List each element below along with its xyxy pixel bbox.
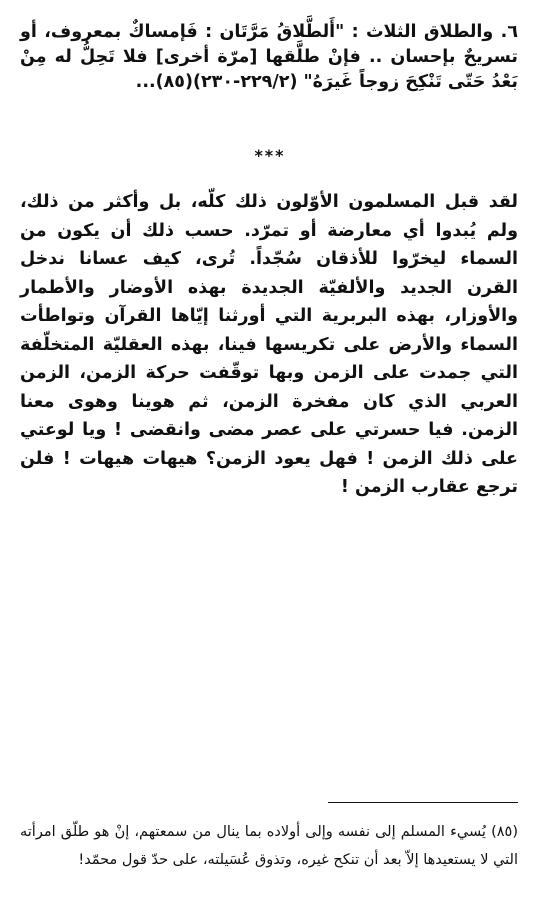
footnote-85: (٨٥) يُسيء المسلم إلى نفسه وإلى أولاده بما ينال من سمعتهم، إنْ هو طلّق امرأته التي لا يستعيدها إلاّ بعد أن تنكح غيره، وتذوق عُسَيلته، على حدّ قول محمّد! [20,824,518,868]
main-paragraph: لقد قبل المسلمون الأوّلون ذلك كلّه، بل وأكثر من ذلك، ولم يُبدوا أي معارضة أو تمرّد. حسب ذلك أن يكون من السماء ليخرّوا للأذقان سُجّداً. تُرى، كيف عسانا ندخل القرن الجديد والألفيّة الجديدة بهذه الأوضار والأطمار والأوزار، بهذه البربرية التي أورثنا إيّاها القرآن وتواطأت السماء والأرض على تكريسها فينا، بهذه العقليّة المتخلّفة التي جمدت على الزمن وبها توقّفت حركة الزمن، الزمن العربي الذي كان مفخرة الزمن، ثم هوينا وهوى معنا الزمن. فيا حسرتي على عصر مضى وانقضى ! ويا لوعتي على ذلك الزمن ! فهل يعود الزمن؟ هيهات هيهات ! فلن ترجع عقارب الزمن ! [20,192,518,497]
footnote-divider [328,802,518,803]
item-six-divorce: ٦. والطلاق الثلاث : "أَلطَّلاقُ مَرَّتَان : فَإمساكٌ بمعروف، أو تسريحٌ بإحسان .. فإنْ طلَّقها [مرّة أخرى] فلا تَحِلُّ له مِنْ بَعْدُ حَتّى تَنْكِحَ زوجاً غَيرَهُ" (٢٢٩/٢-٢٣٠)(٨٥)... [20,22,518,92]
section-separator: *** [254,146,286,165]
